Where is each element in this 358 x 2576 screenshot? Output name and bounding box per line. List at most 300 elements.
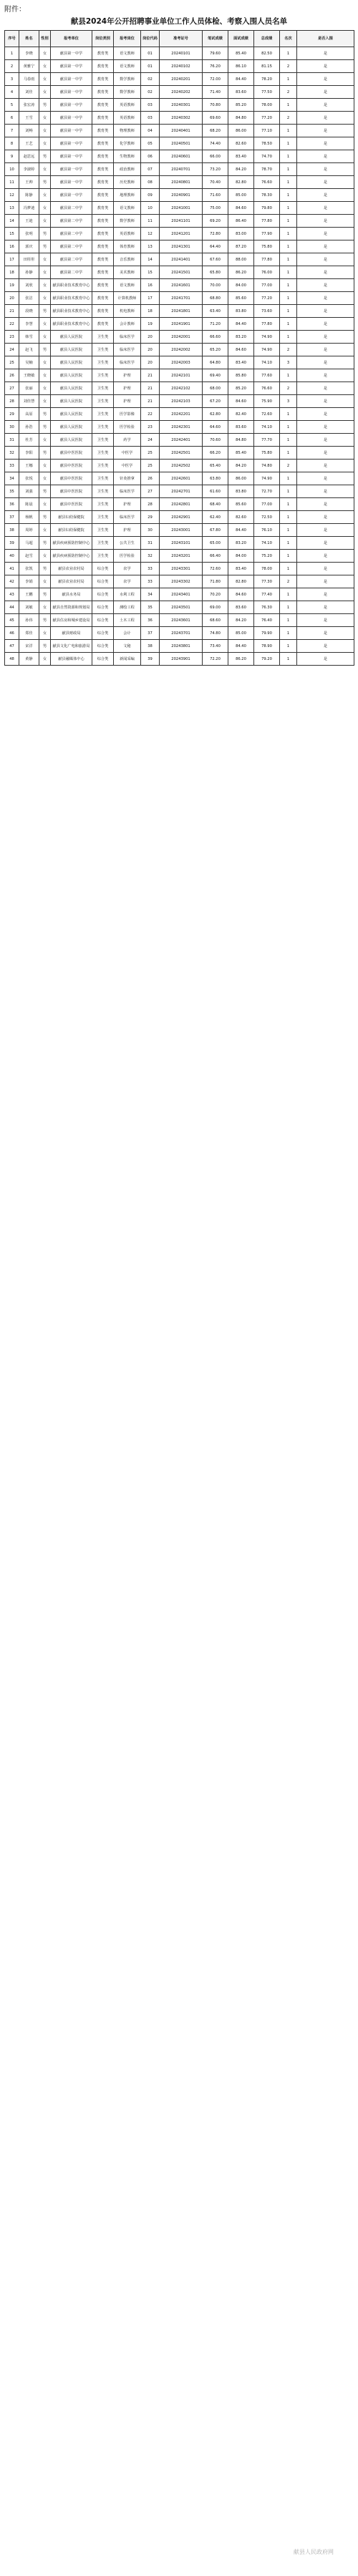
table-cell: 是 (297, 369, 354, 382)
table-cell: 献县自然资源和规划局 (51, 601, 92, 614)
table-cell: 20240302 (160, 112, 203, 125)
table-cell: 综合类 (92, 563, 114, 575)
table-cell: 王帅 (19, 176, 39, 189)
table-cell: 5 (5, 99, 19, 112)
table-cell: 女 (39, 653, 51, 666)
table-cell: 卫生类 (92, 550, 114, 563)
table-cell: 78.20 (254, 73, 280, 86)
table-cell: 20243201 (160, 550, 203, 563)
table-cell: 2 (5, 60, 19, 73)
table-cell: 84.00 (228, 550, 254, 563)
table-cell: 20243101 (160, 537, 203, 550)
table-cell: 28 (141, 498, 160, 511)
table-cell: 李淑婷 (19, 163, 39, 176)
table-cell: 卫生类 (92, 485, 114, 498)
table-cell: 献县财政局 (51, 627, 92, 640)
table-cell: 20242901 (160, 511, 203, 524)
table-cell: 86.10 (228, 60, 254, 73)
table-cell: 7 (5, 125, 19, 137)
table-row (5, 60, 354, 73)
table-cell: 76.10 (254, 524, 280, 537)
table-cell: 是 (297, 266, 354, 279)
table-cell: 语文教师 (114, 202, 141, 215)
table-cell: 33 (141, 575, 160, 588)
table-cell: 王晓敏 (19, 369, 39, 382)
table-cell: 2 (280, 60, 297, 73)
table-cell: 是 (297, 279, 354, 292)
table-cell: 是 (297, 447, 354, 460)
table-cell: 71.80 (203, 575, 228, 588)
table-cell: 是 (297, 460, 354, 472)
table-cell: 教育类 (92, 292, 114, 305)
table-cell: 2 (280, 112, 297, 125)
table-cell: 献县人民医院 (51, 421, 92, 434)
table-row (5, 86, 354, 99)
table-cell: 女 (39, 47, 51, 60)
table-cell: 72.20 (203, 653, 228, 666)
table-row (5, 344, 354, 356)
table-cell: 06 (141, 150, 160, 163)
table-cell: 70.20 (203, 588, 228, 601)
table-cell: 会计教师 (114, 318, 141, 331)
table-cell: 男 (39, 228, 51, 240)
table-cell: 73.20 (203, 163, 228, 176)
table-cell: 39 (141, 653, 160, 666)
table-cell: 是 (297, 344, 354, 356)
table-cell: 13 (141, 240, 160, 253)
table-cell: 女 (39, 86, 51, 99)
table-cell: 77.90 (254, 228, 280, 240)
table-cell: 1 (280, 137, 297, 150)
table-cell: 献县人民医院 (51, 344, 92, 356)
table-cell: 29 (141, 511, 160, 524)
table-row (5, 240, 354, 253)
table-cell: 献县妇幼保健院 (51, 511, 92, 524)
table-cell: 1 (280, 305, 297, 318)
table-cell: 药学 (114, 434, 141, 447)
table-cell: 1 (280, 601, 297, 614)
table-cell: 85.80 (228, 369, 254, 382)
table-cell: 62.40 (203, 511, 228, 524)
table-cell: 女 (39, 382, 51, 395)
table-cell: 女 (39, 318, 51, 331)
table-cell: 吴楠 (19, 356, 39, 369)
table-cell: 测绘工程 (114, 601, 141, 614)
table-cell: 20243801 (160, 640, 203, 653)
table-cell: 是 (297, 202, 354, 215)
table-cell: 是 (297, 601, 354, 614)
table-cell: 献县中医医院 (51, 485, 92, 498)
table-cell: 63.40 (203, 305, 228, 318)
table-cell: 31 (141, 537, 160, 550)
table-cell: 是 (297, 125, 354, 137)
table-cell: 82.40 (228, 408, 254, 421)
table-cell: 是 (297, 511, 354, 524)
table-cell: 献县第二中学 (51, 202, 92, 215)
table-cell: 68.20 (203, 125, 228, 137)
table-cell: 65.80 (203, 266, 228, 279)
table-cell: 男 (39, 421, 51, 434)
table-cell: 语文教师 (114, 47, 141, 60)
table-cell: 教育类 (92, 112, 114, 125)
table-cell: 献县第一中学 (51, 112, 92, 125)
table-cell: 67.80 (203, 524, 228, 537)
table-cell: 卫生类 (92, 395, 114, 408)
table-row (5, 202, 354, 215)
table-cell: 1 (280, 318, 297, 331)
table-cell: 1 (280, 563, 297, 575)
table-cell: 是 (297, 588, 354, 601)
table-cell: 1 (280, 640, 297, 653)
table-cell: 是 (297, 485, 354, 498)
table-cell: 31 (5, 434, 19, 447)
table-cell: 15 (5, 228, 19, 240)
table-cell: 3 (280, 395, 297, 408)
table-cell: 79.20 (254, 653, 280, 666)
table-cell: 20240301 (160, 99, 203, 112)
table-cell: 20242502 (160, 460, 203, 472)
table-cell: 2 (280, 344, 297, 356)
table-cell: 72.50 (254, 511, 280, 524)
table-cell: 献县人民医院 (51, 369, 92, 382)
table-cell: 20242001 (160, 331, 203, 344)
column-header: 岗位代码 (141, 31, 160, 47)
table-cell: 献县第二中学 (51, 253, 92, 266)
table-cell: 献县妇幼保健院 (51, 524, 92, 537)
table-cell: 78.90 (254, 640, 280, 653)
table-cell: 14 (141, 253, 160, 266)
table-cell: 献县人民医院 (51, 408, 92, 421)
table-cell: 女 (39, 331, 51, 344)
table-row (5, 137, 354, 150)
table-cell: 82.60 (228, 511, 254, 524)
table-cell: 献县职业技术教育中心 (51, 279, 92, 292)
table-cell: 教育类 (92, 305, 114, 318)
table-cell: 计算机教师 (114, 292, 141, 305)
table-cell: 1 (280, 202, 297, 215)
table-cell: 26 (141, 472, 160, 485)
table-cell: 71.60 (203, 189, 228, 202)
table-cell: 卫生类 (92, 537, 114, 550)
table-cell: 女 (39, 112, 51, 125)
table-cell: 教育类 (92, 189, 114, 202)
column-header: 姓名 (19, 31, 39, 47)
table-cell: 是 (297, 434, 354, 447)
table-cell: 74.90 (254, 472, 280, 485)
table-cell: 70.40 (203, 176, 228, 189)
table-cell: 64.60 (203, 421, 228, 434)
table-cell: 10 (141, 202, 160, 215)
table-cell: 医学影像 (114, 408, 141, 421)
table-cell: 教育类 (92, 137, 114, 150)
table-cell: 是 (297, 189, 354, 202)
table-cell: 73.60 (254, 305, 280, 318)
table-row (5, 563, 354, 575)
table-cell: 20243601 (160, 614, 203, 627)
table-cell: 76.30 (254, 601, 280, 614)
table-cell: 是 (297, 653, 354, 666)
table-cell: 1 (280, 189, 297, 202)
table-cell: 13 (5, 202, 19, 215)
table-cell: 郑佳 (19, 627, 39, 640)
table-cell: 66.20 (203, 447, 228, 460)
table-cell: 18 (5, 266, 19, 279)
table-cell: 会计 (114, 627, 141, 640)
table-cell: 88.00 (228, 253, 254, 266)
table-cell: 66.40 (203, 550, 228, 563)
table-cell: 62.80 (203, 408, 228, 421)
table-cell: 77.60 (254, 369, 280, 382)
table-row (5, 434, 354, 447)
table-cell: 85.20 (228, 382, 254, 395)
attachment-label: 附件： (4, 6, 26, 14)
table-cell: 卫生类 (92, 344, 114, 356)
table-cell: 76.60 (254, 382, 280, 395)
table-cell: 33 (141, 563, 160, 575)
table-cell: 赵雪 (19, 550, 39, 563)
table-cell: 综合类 (92, 588, 114, 601)
table-cell: 74.70 (254, 150, 280, 163)
table-cell: 男 (39, 563, 51, 575)
table-cell: 20240701 (160, 163, 203, 176)
table-cell: 71.20 (203, 318, 228, 331)
table-cell: 77.80 (254, 318, 280, 331)
table-row (5, 176, 354, 189)
table-cell: 献县第一中学 (51, 47, 92, 60)
table-cell: 献县人民医院 (51, 434, 92, 447)
table-row (5, 47, 354, 60)
table-cell: 32 (141, 550, 160, 563)
table-cell: 45 (5, 614, 19, 627)
table-cell: 69.20 (203, 215, 228, 228)
table-cell: 10 (5, 163, 19, 176)
table-cell: 体育教师 (114, 240, 141, 253)
table-cell: 卫生类 (92, 460, 114, 472)
table-cell: 25 (141, 460, 160, 472)
table-cell: 是 (297, 524, 354, 537)
table-cell: 女 (39, 601, 51, 614)
table-cell: 数学教师 (114, 86, 141, 99)
table-cell: 83.60 (228, 601, 254, 614)
table-cell: 1 (280, 266, 297, 279)
table-cell: 20240401 (160, 125, 203, 137)
table-cell: 36 (141, 614, 160, 627)
table-cell: 75.80 (254, 240, 280, 253)
table-cell: 女 (39, 395, 51, 408)
table-cell: 献县人民医院 (51, 356, 92, 369)
table-cell: 68.00 (203, 382, 228, 395)
table-cell: 是 (297, 640, 354, 653)
table-cell: 19 (5, 279, 19, 292)
table-cell: 20240901 (160, 189, 203, 202)
table-cell: 教育类 (92, 86, 114, 99)
table-cell: 77.20 (254, 112, 280, 125)
table-cell: 86.20 (228, 653, 254, 666)
table-cell: 献县第一中学 (51, 60, 92, 73)
table-cell: 政治教师 (114, 163, 141, 176)
table-cell: 李娟 (19, 575, 39, 588)
table-cell: 杨帆 (19, 511, 39, 524)
table-cell: 是 (297, 627, 354, 640)
table-cell: 新闻采编 (114, 653, 141, 666)
table-cell: 卫生类 (92, 356, 114, 369)
table-cell: 84.40 (228, 640, 254, 653)
table-cell: 84.80 (228, 112, 254, 125)
table-cell: 38 (141, 640, 160, 653)
table-cell: 82.50 (254, 47, 280, 60)
table-cell: 35 (141, 601, 160, 614)
table-cell: 生物教师 (114, 150, 141, 163)
table-cell: 19 (141, 318, 160, 331)
table-cell: 王迪 (19, 215, 39, 228)
table-cell: 是 (297, 228, 354, 240)
table-cell: 女 (39, 356, 51, 369)
table-cell: 1 (280, 537, 297, 550)
table-cell: 24 (141, 434, 160, 447)
table-cell: 英语教师 (114, 112, 141, 125)
table-cell: 献县职业技术教育中心 (51, 318, 92, 331)
table-cell: 16 (141, 279, 160, 292)
table-row (5, 356, 354, 369)
table-cell: 是 (297, 150, 354, 163)
table-cell: 82.80 (228, 176, 254, 189)
table-cell: 临床医学 (114, 485, 141, 498)
table-cell: 1 (280, 485, 297, 498)
table-cell: 86.00 (228, 125, 254, 137)
table-cell: 是 (297, 498, 354, 511)
table-cell: 卫生类 (92, 498, 114, 511)
table-cell: 女 (39, 125, 51, 137)
table-cell: 66.00 (203, 150, 228, 163)
table-cell: 20241201 (160, 228, 203, 240)
table-cell: 护理 (114, 498, 141, 511)
table-row (5, 382, 354, 395)
table-cell: 74.90 (254, 331, 280, 344)
table-cell: 女 (39, 279, 51, 292)
table-row (5, 472, 354, 485)
table-cell: 女 (39, 460, 51, 472)
table-cell: 张明 (19, 228, 39, 240)
table-cell: 11 (141, 215, 160, 228)
table-row (5, 575, 354, 588)
table-cell: 水利工程 (114, 588, 141, 601)
table-cell: 韩雪 (19, 331, 39, 344)
table-cell: 1 (280, 176, 297, 189)
table-cell: 男 (39, 640, 51, 653)
table-cell: 教育类 (92, 60, 114, 73)
table-row (5, 125, 354, 137)
table-cell: 卫生类 (92, 524, 114, 537)
table-cell: 陈晨 (19, 498, 39, 511)
table-cell: 女 (39, 292, 51, 305)
table-cell: 70.80 (203, 99, 228, 112)
table-cell: 27 (141, 485, 160, 498)
table-cell: 是 (297, 382, 354, 395)
table-cell: 献县第一中学 (51, 86, 92, 99)
table-cell: 是 (297, 575, 354, 588)
table-cell: 女 (39, 524, 51, 537)
table-cell: 1 (280, 614, 297, 627)
table-cell: 07 (141, 163, 160, 176)
table-cell: 83.00 (228, 228, 254, 240)
table-cell: 78.30 (254, 189, 280, 202)
table-cell: 83.60 (228, 421, 254, 434)
table-cell: 74.80 (254, 460, 280, 472)
table-cell: 23 (141, 421, 160, 434)
table-cell: 献县融媒体中心 (51, 653, 92, 666)
table-cell: 刘敏 (19, 601, 39, 614)
table-cell: 是 (297, 356, 354, 369)
table-cell: 卫生类 (92, 511, 114, 524)
table-cell: 1 (280, 125, 297, 137)
table-cell: 刘佳 (19, 86, 39, 99)
table-cell: 卫生类 (92, 331, 114, 344)
table-cell: 27 (5, 382, 19, 395)
table-cell: 83.40 (228, 356, 254, 369)
table-cell: 男 (39, 99, 51, 112)
table-cell: 12 (5, 189, 19, 202)
table-row (5, 331, 354, 344)
table-cell: 1 (280, 434, 297, 447)
table-cell: 84.40 (228, 73, 254, 86)
table-cell: 84.60 (228, 588, 254, 601)
table-cell: 是 (297, 331, 354, 344)
table-cell: 69.40 (203, 369, 228, 382)
table-cell: 20243302 (160, 575, 203, 588)
table-cell: 76.60 (254, 176, 280, 189)
table-cell: 地理教师 (114, 189, 141, 202)
table-cell: 教育类 (92, 215, 114, 228)
table-cell: 29 (5, 408, 19, 421)
table-cell: 献县住房和城乡建设局 (51, 614, 92, 627)
table-cell: 教育类 (92, 47, 114, 60)
table-cell: 83.20 (228, 537, 254, 550)
table-row (5, 588, 354, 601)
table-cell: 1 (280, 627, 297, 640)
table-cell: 临床医学 (114, 511, 141, 524)
table-cell: 22 (5, 318, 19, 331)
table-cell: 高原 (19, 408, 39, 421)
table-row (5, 292, 354, 305)
table-cell: 9 (5, 150, 19, 163)
table-cell: 历史教师 (114, 176, 141, 189)
table-cell: 83.80 (228, 305, 254, 318)
table-cell: 献县第一中学 (51, 99, 92, 112)
table-cell: 1 (280, 408, 297, 421)
table-cell: 张洁 (19, 292, 39, 305)
table-cell: 84.40 (228, 318, 254, 331)
table-cell: 20 (141, 331, 160, 344)
table-cell: 是 (297, 137, 354, 150)
table-cell: 卫生类 (92, 434, 114, 447)
table-cell: 20242101 (160, 369, 203, 382)
table-cell: 献县第一中学 (51, 189, 92, 202)
table-cell: 农学 (114, 575, 141, 588)
table-cell: 15 (141, 266, 160, 279)
table-cell: 1 (280, 240, 297, 253)
table-cell: 76.40 (254, 614, 280, 627)
table-row (5, 305, 354, 318)
table-cell: 献县职业技术教育中心 (51, 305, 92, 318)
column-header: 序号 (5, 31, 19, 47)
table-cell: 20243301 (160, 563, 203, 575)
table-cell: 1 (280, 215, 297, 228)
table-cell: 11 (5, 176, 19, 189)
table-cell: 20241901 (160, 318, 203, 331)
table-cell: 77.50 (254, 86, 280, 99)
table-cell: 1 (280, 498, 297, 511)
table-cell: 87.20 (228, 240, 254, 253)
